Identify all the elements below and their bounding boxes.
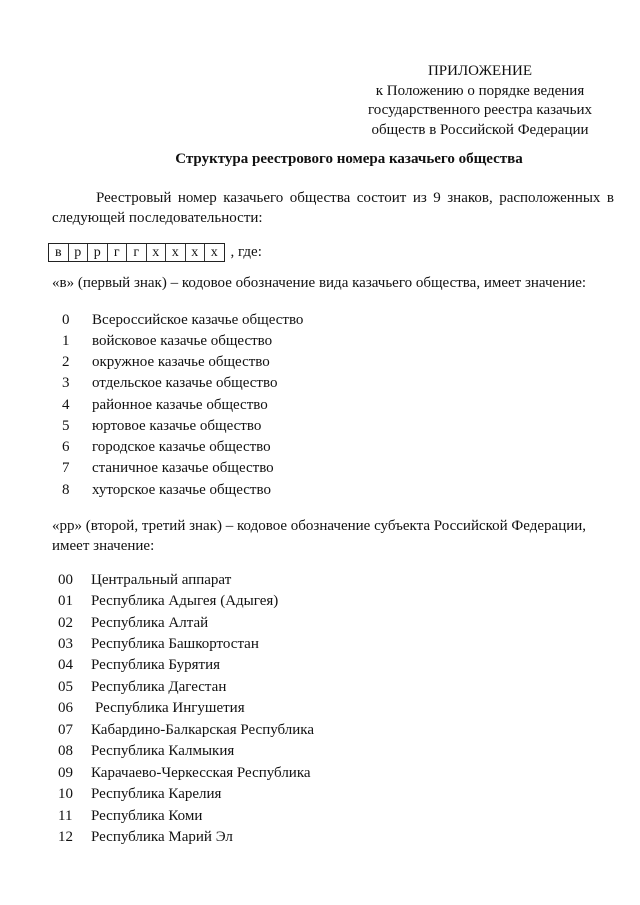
code-cell: г [127,244,147,261]
code-cell: х [210,245,218,260]
code-cell: х [147,244,167,261]
item-code: 1 [62,333,70,349]
item-label: Всероссийское казачье общество [92,312,304,328]
item-label: Кабардино-Балкарская Республика [91,722,315,738]
item-code: 8 [62,482,70,498]
item-label: войсковое казачье общество [92,333,273,349]
item-code: 7 [62,460,70,476]
appendix-line: обществ в Российской Федерации [371,121,589,138]
section-v-heading: «в» (первый знак) – кодовое обозначение вида казачьего общества, имеет значение: [52,275,587,291]
item-label: окружное казачье общество [92,354,270,370]
item-label: Республика Калмыкия [91,743,235,759]
item-code: 4 [62,397,70,413]
item-label: Республика Алтай [91,615,209,631]
item-label: Республика Карелия [91,786,222,802]
item-label: станичное казачье общество [92,460,274,476]
item-code: 0 [62,312,70,328]
code-cell: г [108,244,128,261]
item-code: 05 [58,679,73,695]
item-code: 06 [58,700,73,716]
item-label: городское казачье общество [92,439,271,455]
document-title: Структура реестрового номера казачьего общества [175,151,523,167]
item-label: Республика Дагестан [91,679,227,695]
item-code: 6 [62,439,70,455]
appendix-label: ПРИЛОЖЕНИЕ [427,63,533,79]
code-cell: р [69,244,89,261]
item-label: Республика Коми [91,808,203,824]
item-label: Центральный аппарат [91,572,232,588]
item-code: 02 [58,615,73,631]
item-code: 07 [58,722,73,738]
code-cell: х [186,244,206,261]
item-label: Республика Башкортостан [91,636,259,652]
item-label: Республика Ингушетия [95,700,245,716]
item-code: 10 [58,786,73,802]
item-label: Республика Бурятия [91,657,221,673]
appendix-line: к Положению о порядке ведения [375,82,585,99]
item-code: 04 [58,657,73,673]
item-code: 5 [62,418,70,434]
code-suffix: , где: [230,244,262,260]
code-cell: в [49,244,69,261]
item-code: 00 [58,572,73,588]
item-label: Республика Марий Эл [91,829,233,845]
item-code: 3 [62,375,70,391]
section-rr-heading: «рр» (второй, третий знак) – кодовое обозначение субъекта Российской Федерации, [52,518,587,534]
item-label: Карачаево-Черкесская Республика [91,765,311,781]
code-cell: х [166,244,186,261]
item-label: районное казачье общество [92,397,268,413]
item-code: 12 [58,829,73,845]
item-code: 11 [58,808,73,824]
item-label: Республика Адыгея (Адыгея) [91,593,279,609]
item-code: 08 [58,743,73,759]
item-label: отдельское казачье общество [92,375,278,391]
item-code: 03 [58,636,73,652]
section-rr-heading-cont: имеет значение: [52,538,155,554]
code-box [48,243,225,262]
appendix-header [340,62,620,140]
appendix-line: государственного реестра казачьих [367,102,592,118]
item-code: 2 [62,354,70,370]
code-cell: р [88,244,108,261]
item-code: 09 [58,765,73,781]
item-code: 01 [58,593,73,609]
item-label: юртовое казачье общество [92,418,262,434]
item-label: хуторское казачье общество [92,482,271,498]
intro-paragraph: Реестровый номер казачьего общества состоит из 9 знаков, расположенных в следующей последовательности: [52,190,614,226]
registry-code-diagram [48,243,262,262]
